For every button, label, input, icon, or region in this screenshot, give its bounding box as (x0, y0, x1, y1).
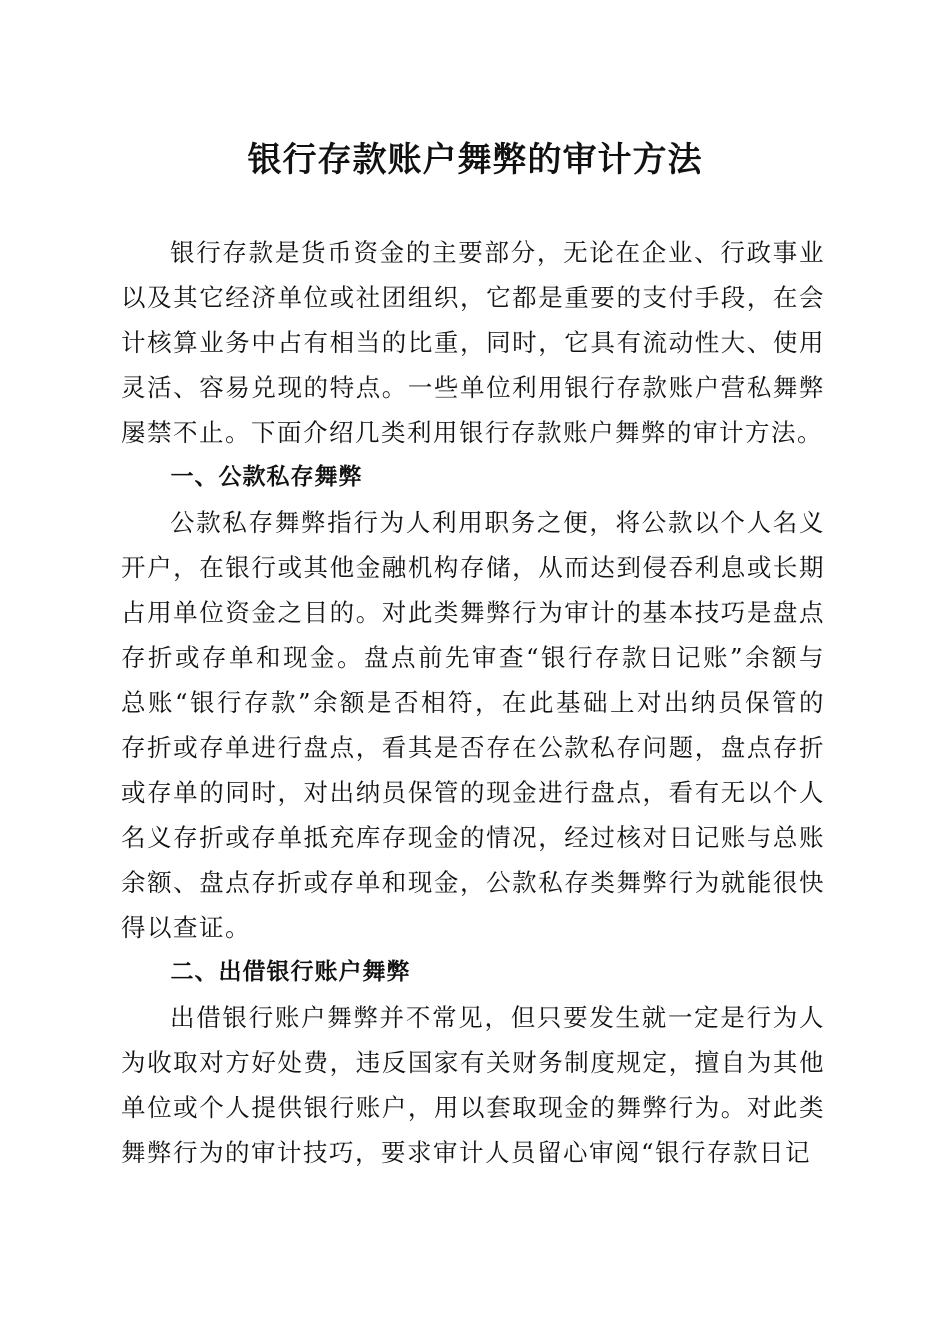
section-public-funds-private-deposit (121, 455, 825, 950)
section-lending-bank-account (121, 950, 825, 1175)
document-title: 银行存款账户舞弊的审计方法 (247, 140, 703, 180)
section-paragraph: 公款私存舞弊指行为人利用职务之便，将公款以个人名义开户，在银行或其他金融机构存储，从而达到侵吞利息或长期占用单位资金之目的。对此类舞弊行为审计的基本技巧是盘点存折或存单和现金。盘点前先审查“银行存款日记账”余额与总账“银行存款”余额是否相符，在此基础上对出纳员保管的存折或存单进行盘点，看其是否存在公款私存问题，盘点存折或存单的同时，对出纳员保管的现金进行盘点，看有无以个人名义存折或存单抵充库存现金的情况，经过核对日记账与总账余额、盘点存折或存单和现金，公款私存类舞弊行为就能很快得以查证。 (121, 508, 825, 942)
section-heading: 一、公款私存舞弊 (170, 464, 363, 490)
intro-paragraph: 银行存款是货币资金的主要部分，无论在企业、行政事业以及其它经济单位或社团组织，它都是重要的支付手段，在会计核算业务中占有相当的比重，同时，它具有流动性大、使用灵活、容易兑现的特点。一些单位利用银行存款账户营私舞弊屡禁不止。下面介绍几类利用银行存款账户舞弊的审计方法。 (121, 238, 825, 447)
section-paragraph: 出借银行账户舞弊并不常见，但只要发生就一定是行为人为收取对方好处费，违反国家有关财务制度规定，擅自为其他单位或个人提供银行账户，用以套取现金的舞弊行为。对此类舞弊行为的审计技巧，要求审计人员留心审阅“银行存款日记 (121, 1003, 825, 1167)
section-heading: 二、出借银行账户舞弊 (170, 959, 411, 985)
document-body (121, 230, 825, 1175)
